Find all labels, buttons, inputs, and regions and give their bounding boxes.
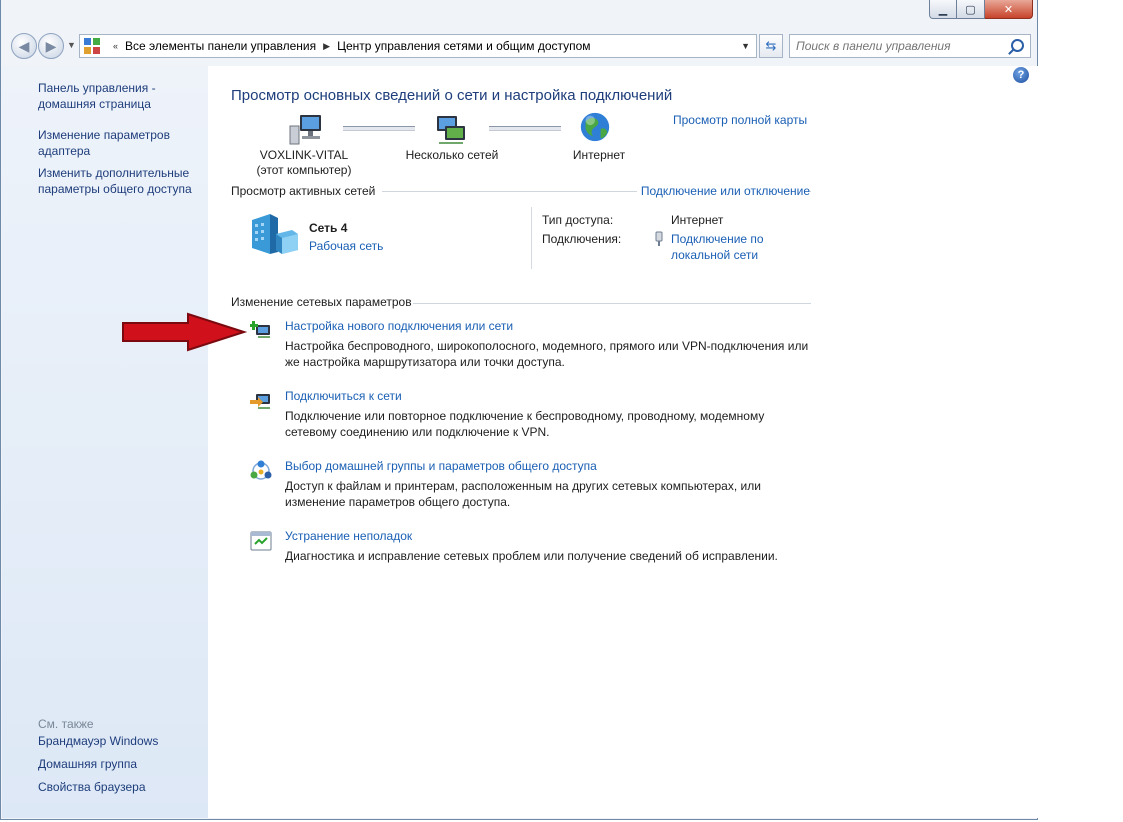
access-type-label: Тип доступа: — [542, 213, 614, 227]
new-connection-icon — [250, 319, 272, 341]
close-button[interactable]: ✕ — [985, 0, 1033, 19]
work-network-icon — [248, 212, 300, 256]
multiple-networks-label[interactable]: Несколько сетей — [405, 148, 499, 162]
search-box[interactable] — [789, 34, 1031, 58]
sidebar-link-sharing[interactable]: Изменить дополнительные параметры общего доступа — [38, 166, 192, 196]
vertical-divider — [531, 207, 532, 269]
computer-name: VOXLINK-VITAL — [259, 148, 349, 162]
computer-icon — [287, 112, 323, 146]
task-connect-link[interactable]: Подключиться к сети — [285, 389, 402, 403]
network-type-link[interactable]: Рабочая сеть — [309, 239, 384, 253]
task-troubleshoot-desc: Диагностика и исправление сетевых проблем или получение сведений об исправлении. — [285, 549, 778, 563]
computer-sub-label: (этот компьютер) — [256, 163, 352, 177]
chevron-right-icon[interactable]: ▶ — [323, 40, 331, 51]
view-full-map-link[interactable]: Просмотр полной карты — [673, 113, 808, 127]
local-connection-link[interactable]: Подключение по локальной сети — [671, 232, 764, 262]
navigation-bar — [1, 30, 1037, 62]
change-settings-heading: Изменение сетевых параметров — [231, 295, 412, 309]
minimize-button[interactable]: ▁ — [929, 0, 957, 19]
task-new-connection-desc: Настройка беспроводного, широкополосного, модемного, прямого или VPN-подключения или же настройка маршрутизатора или точки доступа. — [285, 339, 809, 369]
refresh-button[interactable]: ⇆ — [759, 34, 783, 58]
recent-pages-dropdown-icon[interactable]: ▼ — [67, 40, 76, 50]
maximize-button[interactable]: ▢ — [957, 0, 985, 19]
search-input[interactable] — [796, 36, 1001, 56]
task-new-connection-link[interactable]: Настройка нового подключения или сети — [285, 319, 514, 333]
section-rule — [413, 303, 811, 304]
red-arrow-icon — [120, 312, 248, 352]
homegroup-icon — [250, 460, 272, 482]
task-homegroup-desc: Доступ к файлам и принтерам, расположенным на других сетевых компьютерах, или изменение параметров общего доступа. — [285, 479, 761, 509]
see-also-label: См. также — [38, 717, 94, 731]
internet-label[interactable]: Интернет — [572, 148, 626, 162]
page-title: Просмотр основных сведений о сети и настройка подключений — [231, 87, 673, 104]
sidebar-link-home[interactable]: Панель управления - домашняя страница — [38, 81, 156, 111]
connector-line — [489, 126, 561, 131]
address-dropdown-icon[interactable]: ▼ — [741, 41, 750, 51]
ethernet-icon — [654, 231, 664, 247]
sidebar — [2, 66, 208, 818]
breadcrumb-separator-icon[interactable]: « — [113, 41, 119, 51]
multiple-networks-icon — [433, 112, 469, 146]
active-networks-heading: Просмотр активных сетей — [231, 184, 381, 198]
sidebar-link-adapter[interactable]: Изменение параметров адаптера — [38, 128, 170, 158]
search-icon[interactable] — [1011, 39, 1024, 52]
sidebar-link-firewall[interactable]: Брандмауэр Windows — [38, 734, 159, 748]
network-name: Сеть 4 — [309, 221, 348, 235]
main-content — [208, 66, 1038, 818]
task-connect-desc: Подключение или повторное подключение к беспроводному, проводному, модемному сетевому соединению или подключение к VPN. — [285, 409, 765, 439]
access-type-value: Интернет — [671, 213, 724, 227]
sidebar-link-homegroup[interactable]: Домашняя группа — [38, 757, 138, 771]
troubleshoot-icon — [250, 530, 272, 552]
address-bar[interactable] — [79, 34, 757, 58]
connections-label: Подключения: — [542, 232, 622, 246]
task-troubleshoot-link[interactable]: Устранение неполадок — [285, 529, 413, 543]
control-panel-icon — [84, 38, 100, 54]
back-button[interactable]: ◀ — [11, 33, 37, 59]
globe-icon — [577, 110, 613, 144]
task-homegroup-link[interactable]: Выбор домашней группы и параметров общего доступа — [285, 459, 597, 473]
connector-line — [343, 126, 415, 131]
computer-label — [240, 148, 368, 178]
connect-to-network-icon — [250, 390, 272, 412]
breadcrumb-network-center[interactable]: Центр управления сетями и общим доступом — [337, 39, 591, 53]
connect-disconnect-link[interactable]: Подключение или отключение — [637, 184, 810, 198]
forward-button[interactable]: ▶ — [38, 33, 64, 59]
breadcrumb-all-items[interactable]: Все элементы панели управления — [125, 39, 317, 53]
caption-buttons — [929, 0, 1033, 20]
help-icon[interactable]: ? — [1013, 67, 1029, 83]
sidebar-link-browser-props[interactable]: Свойства браузера — [38, 780, 146, 794]
